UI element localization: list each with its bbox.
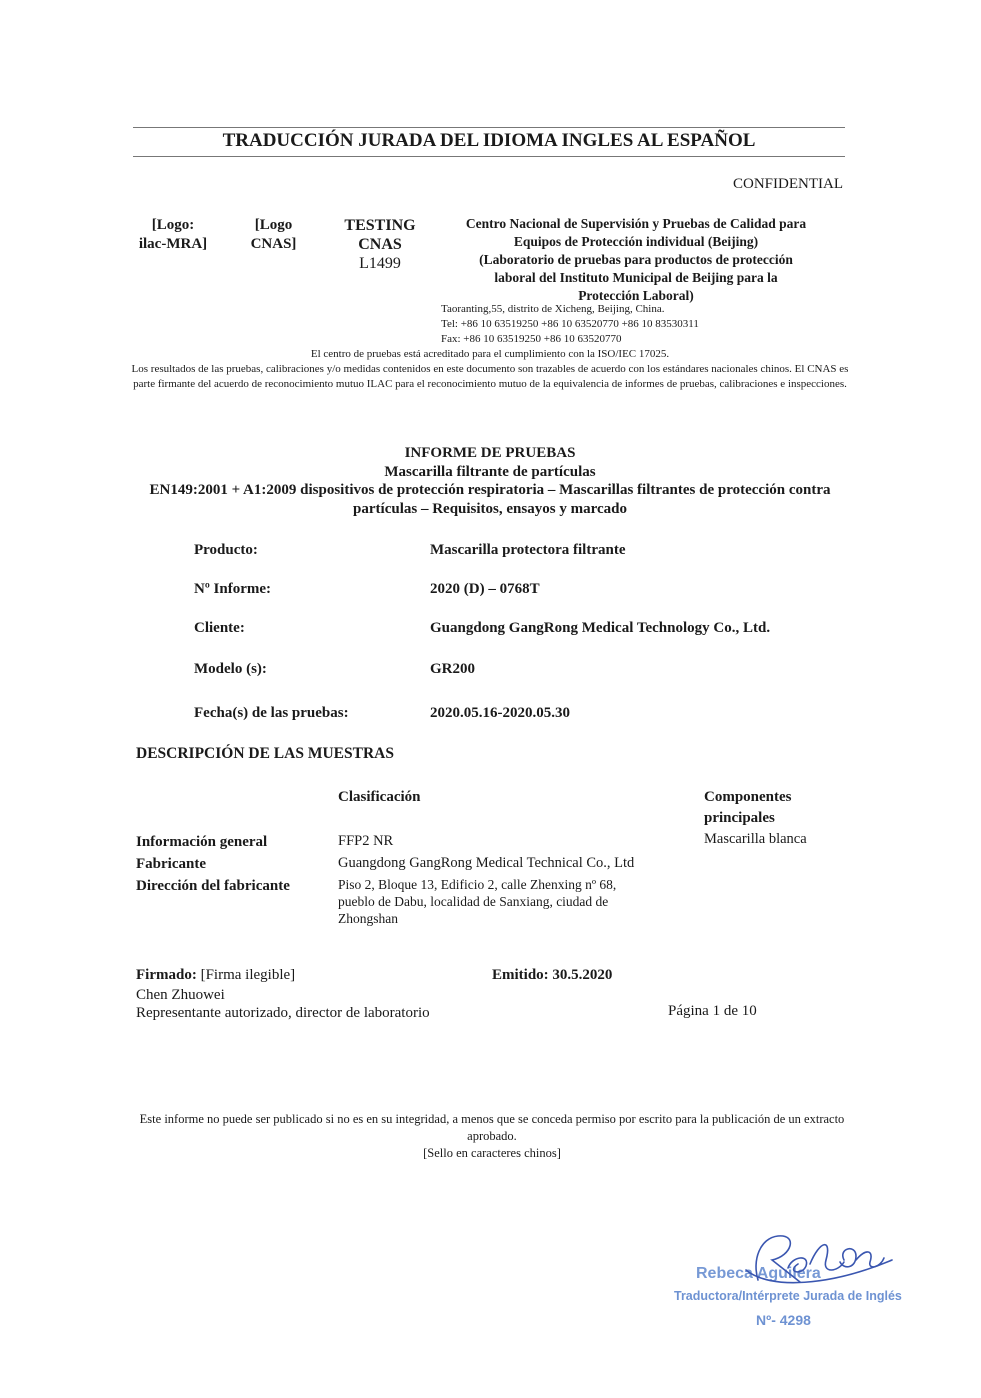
manufacturer-value: Guangdong GangRong Medical Technical Co., Ltd [338, 855, 635, 871]
signed-label: Firmado: [136, 967, 197, 983]
report-standard: EN149:2001 + A1:2009 dispositivos de protección respiratoria – Mascarillas filtrantes de protección contra partículas – Requisitos, ensayos y marcado [149, 482, 831, 517]
testing-cnas-mark [334, 216, 426, 273]
testing-center-name [430, 215, 842, 305]
center-line: Centro Nacional de Supervisión y Pruebas de Calidad para [465, 216, 807, 231]
signed-line [136, 967, 295, 984]
field-label-model: Modelo (s): [194, 661, 267, 677]
components-header-line-1: Componentes [704, 789, 792, 805]
ilac-line-2: ilac-MRA] [138, 236, 208, 252]
signer-name: Chen Zhuowei [136, 987, 225, 1003]
report-heading: INFORME DE PRUEBAS [404, 445, 576, 461]
footer-note-text: Este informe no puede ser publicado si no es en su integridad, a menos que se conceda permiso por escrito para la publicación de un extracto aprobado. [139, 1112, 845, 1143]
testing-line-2: CNAS [358, 236, 402, 253]
field-value-test-dates: 2020.05.16-2020.05.30 [430, 705, 570, 721]
cnas-line-1: [Logo [254, 217, 293, 233]
classification-value: FFP2 NR [338, 833, 394, 849]
manufacturer-address-value [338, 876, 616, 927]
field-value-client: Guangdong GangRong Medical Technology Co., Ltd. [430, 620, 771, 636]
signer-role: Representante autorizado, director de laboratorio [136, 1005, 430, 1021]
components-header-line-2: principales [704, 810, 775, 826]
components-value: Mascarilla blanca [704, 831, 807, 847]
center-address: Taoranting,55, distrito de Xicheng, Beijing, China. [441, 303, 665, 315]
accreditation-line-1: El centro de pruebas está acreditado para el cumplimiento con la ISO/IEC 17025. [310, 348, 670, 360]
field-value-report-number: 2020 (D) – 0768T [430, 581, 540, 597]
ilac-line-1: [Logo: [151, 217, 195, 233]
document-title: TRADUCCIÓN JURADA DEL IDIOMA INGLES AL ESPAÑOL [222, 130, 756, 151]
title-rule [133, 156, 845, 157]
center-tel: Tel: +86 10 63519250 +86 10 63520770 +86 10 83530311 [441, 318, 699, 330]
confidential-label: CONFIDENTIAL [733, 176, 843, 192]
stamp-number: Nº- 4298 [756, 1312, 811, 1328]
translator-stamp [660, 1220, 920, 1340]
issued-date: Emitido: 30.5.2020 [492, 967, 613, 983]
field-label-product: Producto: [194, 542, 258, 558]
accreditation-line-2: Los resultados de las pruebas, calibraciones y/o medidas contenidos en este documento son trazables de acuerdo con los estándares nacionales chinos. El CNAS es parte firmante del acuerdo de reconocimiento mutuo ILAC para el reconocimiento mutuo de la equivalencia de informes de pruebas, calibraciones e inspecciones. [131, 363, 849, 390]
row-label-general: Información general [136, 834, 268, 850]
classification-header: Clasificación [338, 789, 421, 805]
ilac-logo-placeholder [128, 216, 218, 254]
center-line: Protección Laboral) [578, 288, 694, 303]
row-label-manufacturer-address: Dirección del fabricante [136, 878, 290, 894]
cnas-logo-placeholder [236, 216, 311, 254]
center-line: (Laboratorio de pruebas para productos de protección [479, 252, 793, 267]
address-line: Zhongshan [338, 911, 398, 926]
field-value-product: Mascarilla protectora filtrante [430, 542, 626, 558]
report-subheading: Mascarilla filtrante de partículas [384, 463, 596, 480]
row-label-manufacturer: Fabricante [136, 856, 206, 872]
center-contact [441, 302, 699, 347]
signed-value: [Firma ilegible] [200, 967, 296, 983]
top-rule [133, 127, 845, 128]
cnas-line-2: CNAS] [250, 236, 297, 252]
center-fax: Fax: +86 10 63519250 +86 10 63520770 [441, 333, 622, 345]
testing-line-3: L1499 [359, 255, 401, 272]
report-heading-block [130, 444, 850, 518]
center-line: laboral del Instituto Municipal de Beijing para la [494, 270, 778, 285]
field-value-model: GR200 [430, 661, 475, 677]
testing-line-1: TESTING [344, 217, 416, 234]
address-line: Piso 2, Bloque 13, Edificio 2, calle Zhenxing nº 68, [338, 877, 617, 892]
address-line: pueblo de Dabu, localidad de Sanxiang, ciudad de [338, 894, 609, 909]
accreditation-note [130, 347, 850, 392]
center-line: Equipos de Protección individual (Beijing) [513, 234, 759, 249]
field-label-client: Cliente: [194, 620, 245, 636]
field-label-test-dates: Fecha(s) de las pruebas: [194, 705, 349, 721]
footer-seal: [Sello en caracteres chinos] [423, 1146, 561, 1160]
page-number: Página 1 de 10 [668, 1003, 757, 1019]
stamp-name: Rebeca Aguilera [696, 1265, 821, 1282]
field-label-report-number: Nº Informe: [194, 581, 272, 597]
footer-note [135, 1111, 849, 1162]
stamp-title: Traductora/Intérprete Jurada de Inglés [674, 1289, 902, 1303]
samples-section-title: DESCRIPCIÓN DE LAS MUESTRAS [136, 745, 394, 762]
translator-stamp-graphic [660, 1220, 920, 1340]
components-header [704, 787, 792, 829]
